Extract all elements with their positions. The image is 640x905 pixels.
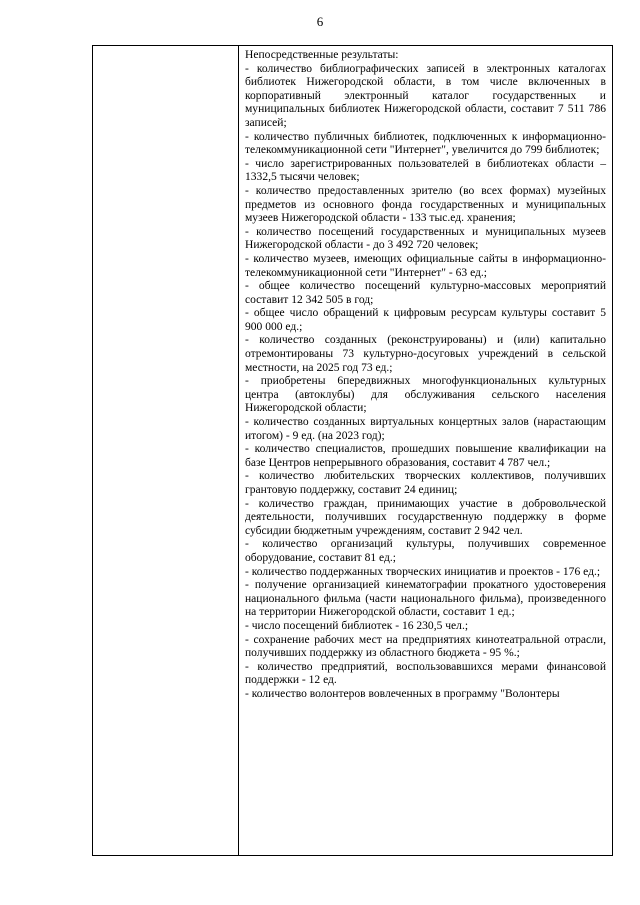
result-item: - приобретены 6передвижных многофункциональных культурных центра (автоклубы) для обслуживания сельского населения Нижегородской области; — [245, 375, 606, 415]
result-item: - количество публичных библиотек, подключенных к информационно-телекоммуникационной сети "Интернет", увеличится до 799 библиотек; — [245, 130, 606, 157]
result-item: - количество созданных (реконструированы) и (или) капитально отремонтированы 73 культурно-досуговых учреждений в сельской местности, на 2025 год 73 ед.; — [245, 334, 606, 374]
table-left-column — [93, 46, 239, 855]
result-item: - количество граждан, принимающих участие в добровольческой деятельности, получивших государственную поддержку в форме субсидии бюджетным учреждениям, составит 2 942 чел. — [245, 497, 606, 537]
result-item: - количество организаций культуры, получивших современное оборудование, составит 81 ед.; — [245, 538, 606, 564]
result-item: - получение организацией кинематографии прокатного удостоверения национального фильма (части национального фильма), произведенного на территории Нижегородской области, составит 1 ед.; — [245, 579, 606, 619]
result-item: - количество любительских творческих коллективов, получивших грантовую поддержку, составит 24 единиц; — [245, 470, 606, 496]
results-heading: Непосредственные результаты: — [245, 49, 399, 61]
result-item: - количество музеев, имеющих официальные сайты в информационно-телекоммуникационной сети "Интернет" - 63 ед.; — [245, 252, 606, 279]
result-item: - число зарегистрированных пользователей в библиотеках области – 1332,5 тысячи человек; — [245, 157, 606, 184]
result-item: - количество предприятий, воспользовавшихся мерами финансовой поддержки - 12 ед. — [245, 660, 606, 687]
result-item: - количество специалистов, прошедших повышение квалификации на базе Центров непрерывного образования, составит 4 787 чел.; — [245, 443, 606, 469]
result-item: - число посещений библиотек - 16 230,5 чел.; — [245, 619, 469, 632]
result-item: - количество созданных виртуальных концертных залов (нарастающим итогом) - 9 ед. (на 2023 год); — [245, 416, 606, 442]
page-number: 6 — [316, 14, 324, 29]
result-item: - количество волонтеров вовлеченных в программу "Волонтеры — [245, 687, 560, 700]
document-table — [92, 45, 613, 856]
result-item: - количество посещений государственных и муниципальных музеев Нижегородской области - до 3 492 720 человек; — [245, 225, 606, 252]
result-item: - сохранение рабочих мест на предприятиях кинотеатральной отрасли, получивших поддержку из областного бюджета - 95 %.; — [245, 633, 606, 660]
result-item: - количество предоставленных зрителю (во всех формах) музейных предметов из основного фонда государственных и муниципальных музеев Нижегородской области - 133 тыс.ед. хранения; — [245, 184, 606, 225]
results-cell — [239, 46, 612, 855]
result-item: - общее количество посещений культурно-массовых мероприятий составит 12 342 505 в год; — [245, 280, 606, 306]
result-item: - количество поддержанных творческих инициатив и проектов - 176 ед.; — [245, 565, 601, 578]
result-item: - количество библиографических записей в электронных каталогах библиотек Нижегородской области, в том числе включенных в корпоративный электронный каталог государственных и муниципальных библиотек Нижегородской области, составит 7 511 786 записей; — [245, 62, 606, 129]
result-item: - общее число обращений к цифровым ресурсам культуры составит 5 900 000 ед.; — [245, 307, 606, 333]
